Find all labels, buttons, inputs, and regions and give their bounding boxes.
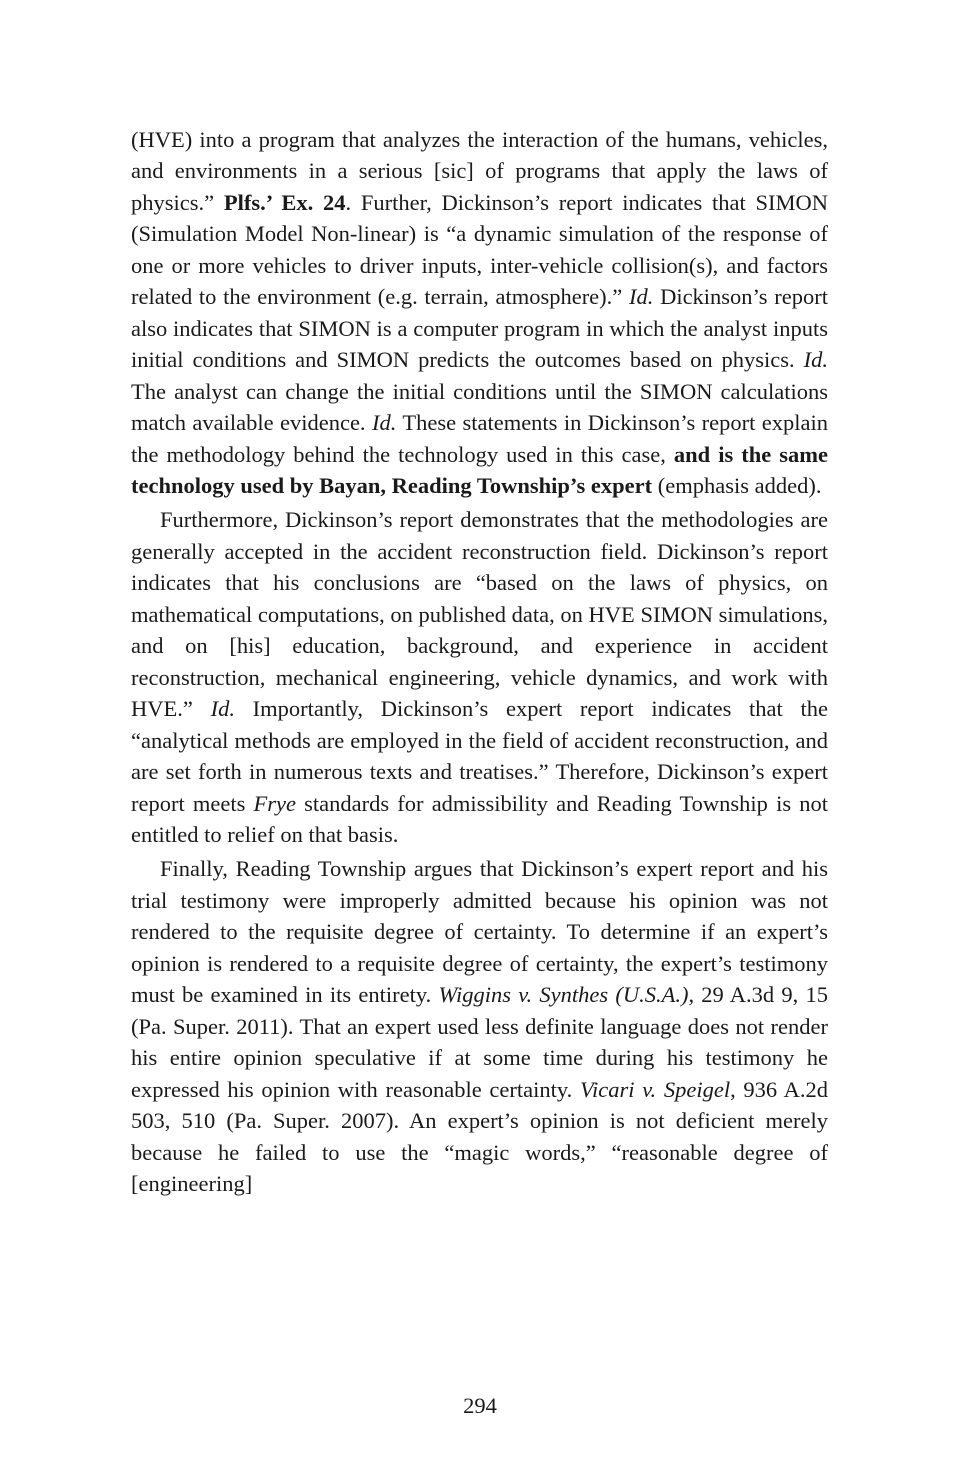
text-segment: Furthermore, Dickinson’s report demonstrates that the methodologies are generally accepted in the accident reconstruction field. Dickinson’s report indicates that his conclusions are “based on the laws of physics, on mathematical computations, on published data, on HVE SIMON simulations, and on [his] education, background, and experience in accident reconstruction, mechanical engineering, vehicle dynamics, and work with HVE.” (131, 507, 828, 722)
text-segment: (HVE) into a program that analyzes the interaction of the humans, vehicles, and environments in a serious [sic] of programs that apply the laws of physics.” (131, 127, 828, 215)
page-number: 294 (463, 1393, 497, 1418)
body-text (131, 124, 828, 1199)
paragraph-3 (131, 853, 828, 1199)
text-segment: Id. (803, 347, 828, 373)
text-segment: and is the same technology used by Bayan, Reading Township’s expert (131, 441, 829, 498)
text-segment: Id. (371, 410, 397, 436)
text-segment: These statements in Dickinson’s report explain the methodology behind the technology used in this case, (131, 410, 829, 467)
text-segment: Finally, Reading Township argues that Dickinson’s expert report and his trial testimony were improperly admitted because his opinion was not rendered to the requisite degree of certainty. To determine if an expert’s opinion is rendered to a requisite degree of certainty, the expert’s testimony must be examined in its entirety. (131, 856, 828, 1008)
paragraph-1 (131, 124, 828, 501)
text-segment: Frye (253, 790, 297, 816)
text-segment: , 936 A.2d 503, 510 (Pa. Super. 2007). An expert’s opinion is not deficient merely because he failed to use the “magic words,” “reasonable degree of [engineering] (131, 1076, 828, 1196)
text-segment: (emphasis added). (652, 472, 822, 498)
text-segment: Vicari v. Speigel (579, 1076, 731, 1102)
text-segment: Dickinson’s report also indicates that SIMON is a computer program in which the analyst inputs initial conditions and SIMON predicts the outcomes based on physics. (131, 284, 828, 373)
text-segment: Importantly, Dickinson’s expert report indicates that the “analytical methods are employed in the field of accident reconstruction, and are set forth in numerous texts and treatises.” Therefore, Dickinson’s expert report meets (131, 696, 828, 816)
paragraph-2 (131, 504, 828, 850)
text-segment: standards for admissibility and Reading Township is not entitled to relief on that basis. (131, 790, 828, 847)
text-segment: Id. (628, 284, 654, 310)
text-segment: Id. (210, 696, 235, 722)
text-segment: , 29 A.3d 9, 15 (Pa. Super. 2011). That an expert used less definite language does not render his entire opinion speculative if at some time during his testimony he expressed his opinion with reasonable certainty. (131, 982, 828, 1102)
text-segment: The analyst can change the initial conditions until the SIMON calculations match available evidence. (131, 378, 828, 436)
text-segment: Plfs.’ Ex. 24 (223, 189, 346, 215)
text-segment: . Further, Dickinson’s report indicates that SIMON (Simulation Model Non-linear) is “a dynamic simulation of the response of one or more vehicles to driver inputs, inter-vehicle collision(s), and factors related to the environment (e.g. terrain, atmosphere).” (131, 189, 828, 310)
text-segment: Wiggins v. Synthes (U.S.A.) (438, 982, 689, 1008)
